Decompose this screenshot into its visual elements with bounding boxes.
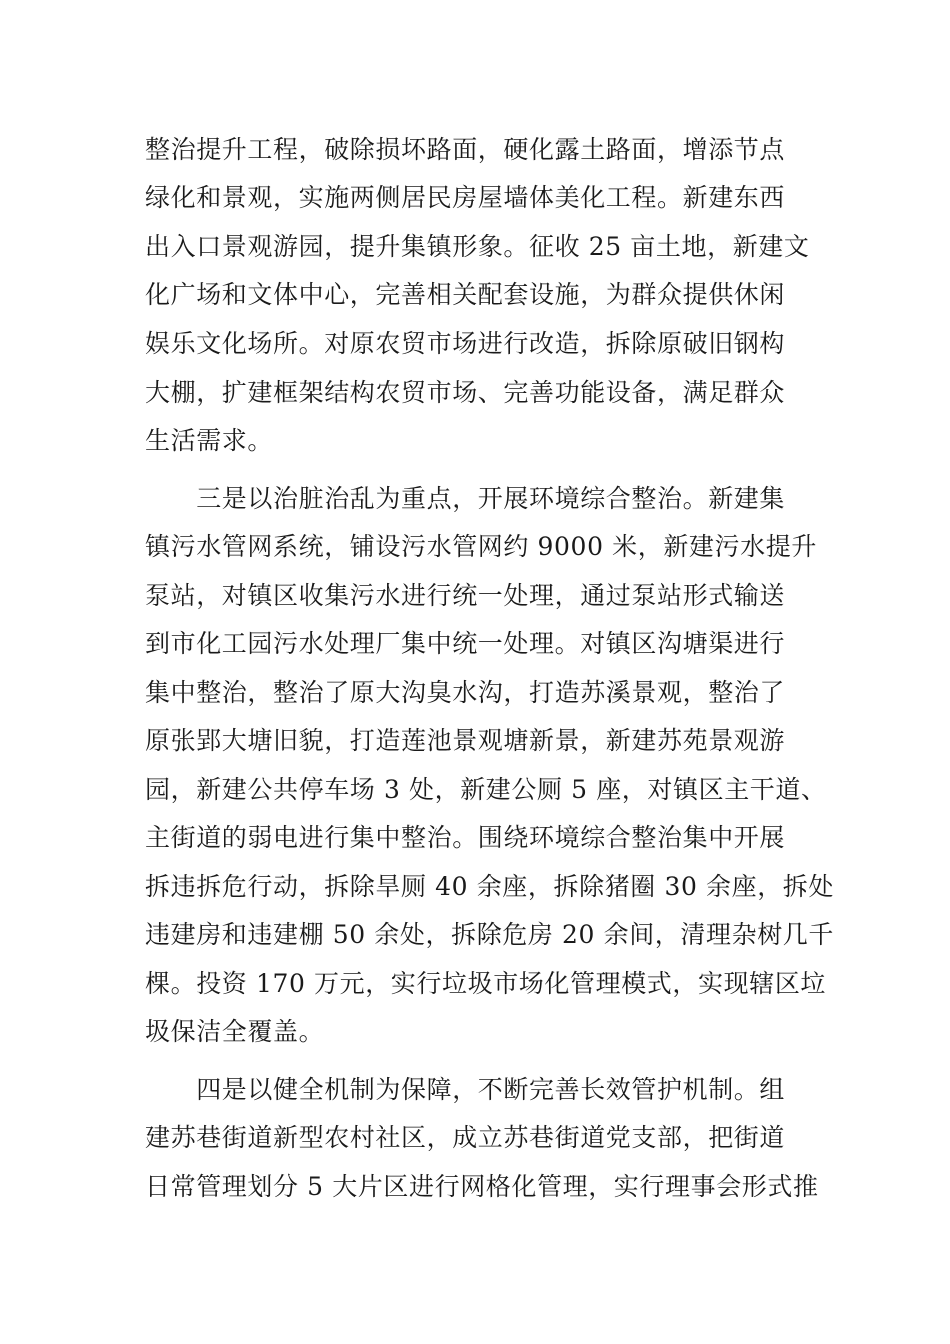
text-line: 建苏巷街道新型农村社区，成立苏巷街道党支部，把街道 [145,1123,786,1152]
text-line: 主街道的弱电进行集中整治。围绕环境综合整治集中开展 [145,823,786,852]
paragraph-start-line: 三是以治脏治乱为重点，开展环境综合整治。新建集 [145,484,786,513]
text-line: 棵。投资 170 万元，实行垃圾市场化管理模式，实现辖区垃 [145,969,827,998]
text-line: 出入口景观游园，提升集镇形象。征收 25 亩土地，新建文 [145,232,810,261]
text-line: 整治提升工程，破除损坏路面，硬化露土路面，增添节点 [145,135,786,164]
text-line: 绿化和景观，实施两侧居民房屋墙体美化工程。新建东西 [145,183,786,212]
text-line: 集中整治，整治了原大沟臭水沟，打造苏溪景观，整治了 [145,678,786,707]
text-line: 拆违拆危行动，拆除旱厕 40 余座，拆除猪圈 30 余座，拆处 [145,872,835,901]
text-line: 原张郢大塘旧貌，打造莲池景观塘新景，新建苏苑景观游 [145,726,786,755]
text-line: 到市化工园污水处理厂集中统一处理。对镇区沟塘渠进行 [145,629,786,658]
text-line: 泵站，对镇区收集污水进行统一处理，通过泵站形式输送 [145,581,786,610]
text-line: 娱乐文化场所。对原农贸市场进行改造，拆除原破旧钢构 [145,329,786,358]
text-line: 生活需求。 [145,426,274,455]
text-line: 日常管理划分 5 大片区进行网格化管理，实行理事会形式推 [145,1172,819,1201]
text-line: 违建房和违建棚 50 余处，拆除危房 20 余间，清理杂树几千 [145,920,835,949]
text-line: 化广场和文体中心，完善相关配套设施，为群众提供休闲 [145,280,786,309]
paragraph-start-line: 四是以健全机制为保障，不断完善长效管护机制。组 [145,1075,786,1104]
text-line: 园，新建公共停车场 3 处，新建公厕 5 座，对镇区主干道、 [145,775,827,804]
text-line: 镇污水管网系统，铺设污水管网约 9000 米，新建污水提升 [145,532,817,561]
text-line: 大棚，扩建框架结构农贸市场、完善功能设备，满足群众 [145,378,786,407]
text-line: 圾保洁全覆盖。 [145,1017,325,1046]
